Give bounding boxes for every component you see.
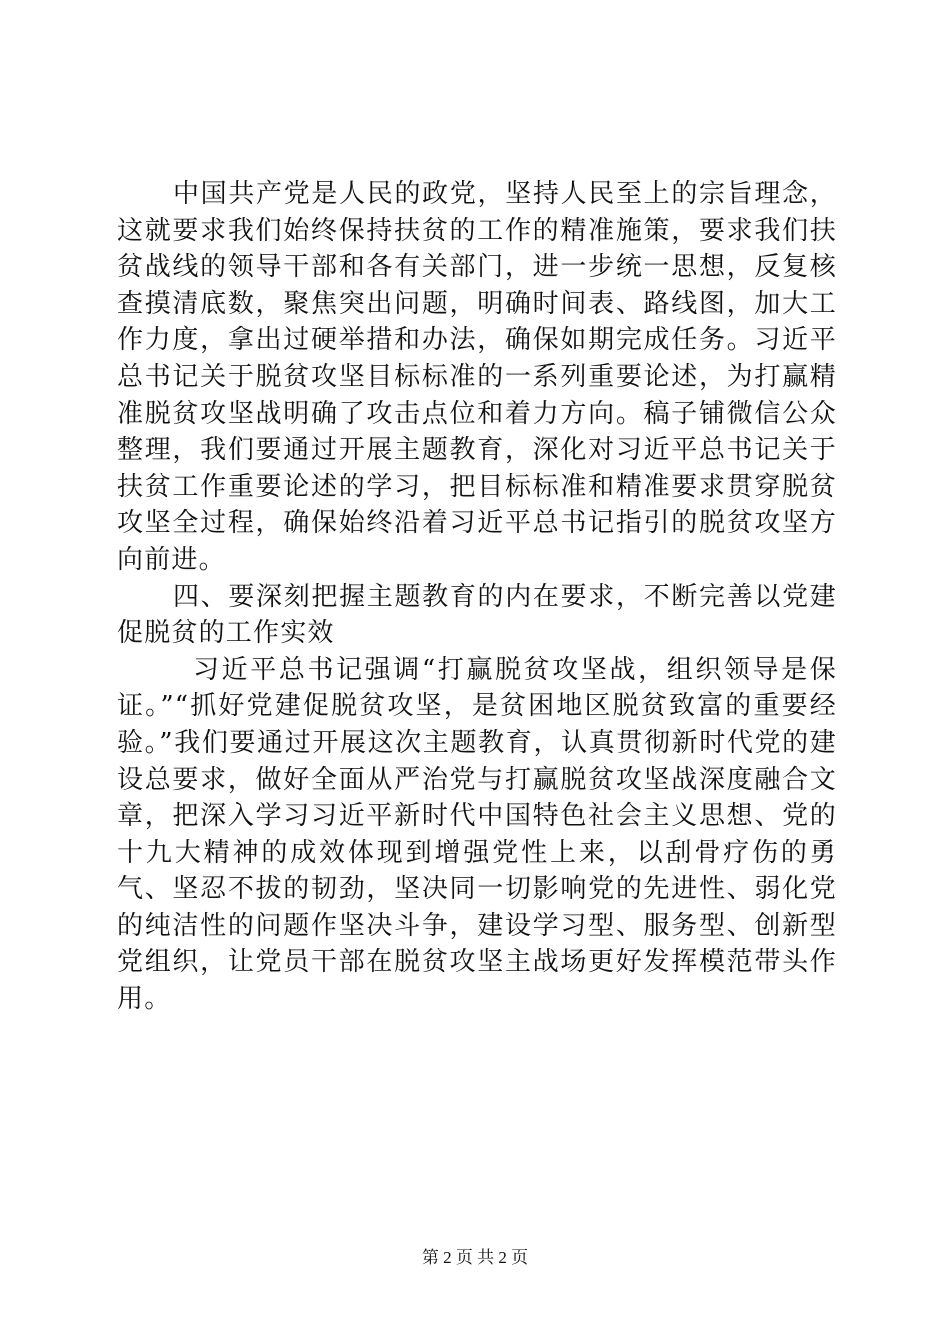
section-heading: 四、要深刻把握主题教育的内在要求，不断完善以党建促脱贫的工作实效 (117, 581, 837, 649)
page-footer: 第 2 页 共 2 页 (421, 1248, 529, 1267)
document-body (117, 176, 837, 1018)
paragraph-1: 中国共产党是人民的政党，坚持人民至上的宗旨理念，这就要求我们始终保持扶贫的工作的精准施策，要求我们扶贫战线的领导干部和各有关部门，进一步统一思想，反复核查摸清底数，聚焦突出问题，明确时间表、路线图，加大工作力度，拿出过硬举措和办法，确保如期完成任务。习近平总书记关于脱贫攻坚目标标准的一系列重要论述，为打赢精准脱贫攻坚战明确了攻击点位和着力方向。稿子铺微信公众整理，我们要通过开展主题教育，深化对习近平总书记关于扶贫工作重要论述的学习，把目标标准和精准要求贯穿脱贫攻坚全过程，确保始终沿着习近平总书记指引的脱贫攻坚方向前进。 (117, 179, 837, 575)
paragraph-2: 习近平总书记强调“打赢脱贫攻坚战，组织领导是保证。”“抓好党建促脱贫攻坚，是贫困地区脱贫致富的重要经验。”我们要通过开展这次主题教育，认真贯彻新时代党的建设总要求，做好全面从严治党与打赢脱贫攻坚战深度融合文章，把深入学习习近平新时代中国特色社会主义思想、党的十九大精神的成效体现到增强党性上来，以刮骨疗伤的勇气、坚忍不拔的韧劲，坚决同一切影响党的先进性、弱化党的纯洁性的问题作坚决斗争，建设学习型、服务型、创新型党组织，让党员干部在脱贫攻坚主战场更好发挥模范带头作用。 (117, 654, 837, 1015)
